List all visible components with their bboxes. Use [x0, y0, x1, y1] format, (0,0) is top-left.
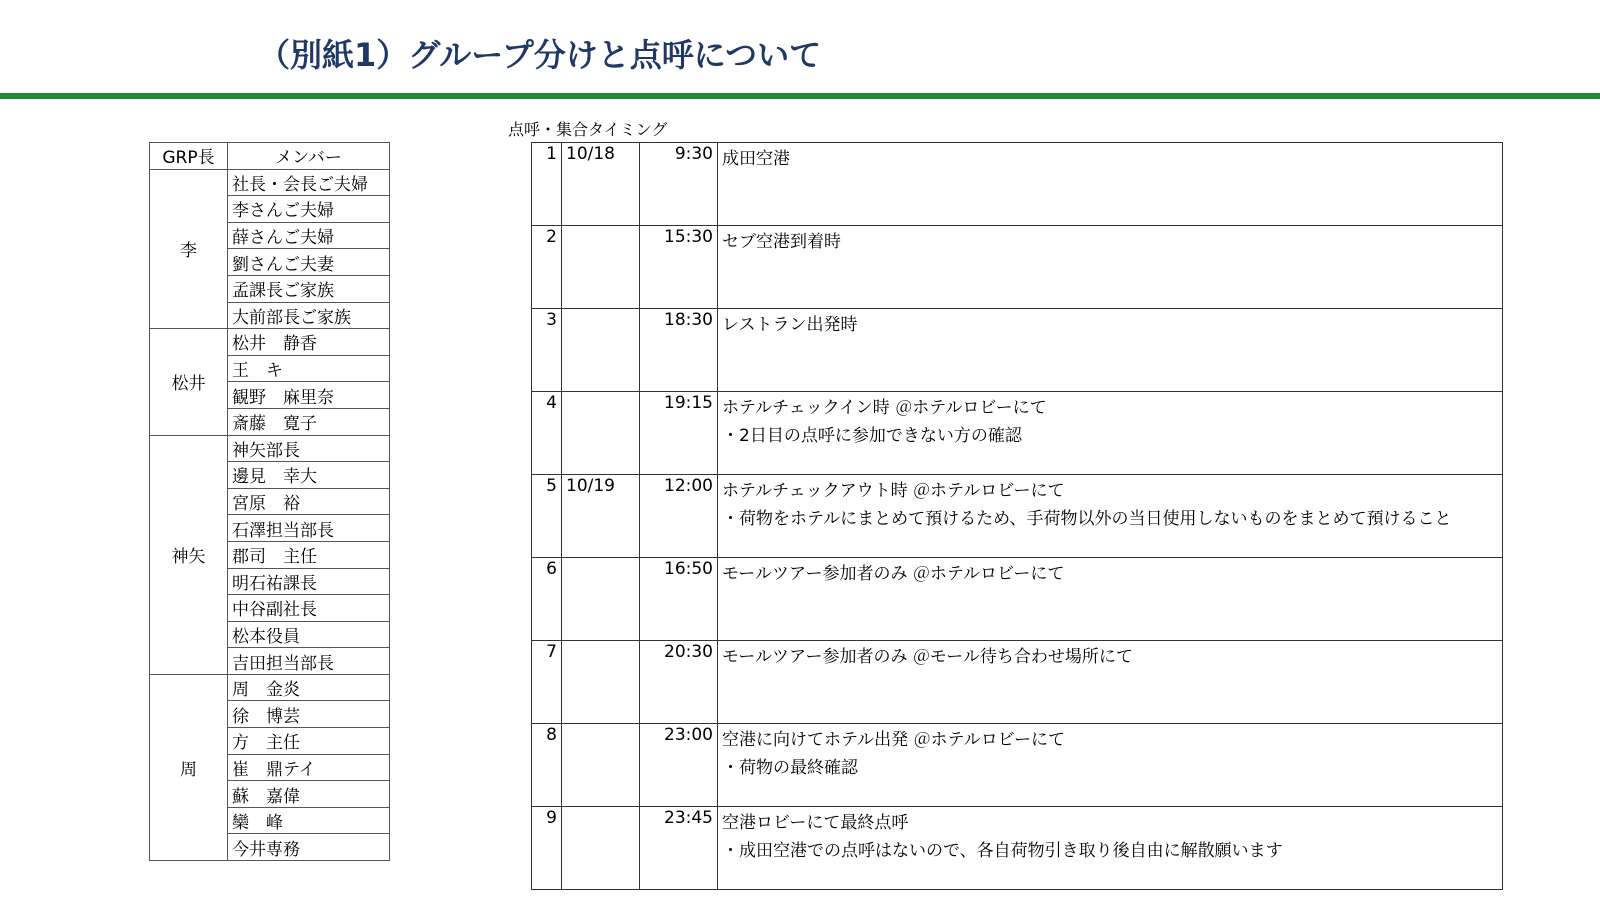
group-member: 大前部長ご家族 — [228, 302, 390, 329]
group-member: 欒 峰 — [228, 807, 390, 834]
group-member: 斎藤 寛子 — [228, 408, 390, 435]
schedule-number: 5 — [532, 475, 562, 558]
schedule-time: 23:00 — [640, 724, 718, 807]
schedule-date — [562, 641, 640, 724]
schedule-description — [718, 641, 1503, 724]
schedule-note: ・荷物をホテルにまとめて預けるため、手荷物以外の当日使用しないものをまとめて預けること — [722, 509, 1452, 529]
schedule-number: 3 — [532, 309, 562, 392]
schedule-time: 9:30 — [640, 143, 718, 226]
schedule-text: モールツアー参加者のみ ＠モール待ち合わせ場所にて — [722, 647, 1133, 667]
group-member: 社長・会長ご夫婦 — [228, 169, 390, 196]
schedule-description — [718, 392, 1503, 475]
schedule-text: 成田空港 — [722, 149, 790, 169]
group-leader: 李 — [150, 169, 228, 329]
group-leader: 神矢 — [150, 435, 228, 674]
schedule-description — [718, 309, 1503, 392]
schedule-table-body — [532, 143, 1503, 890]
group-member: 蘇 嘉偉 — [228, 781, 390, 808]
schedule-number: 9 — [532, 807, 562, 890]
group-member: 宮原 裕 — [228, 488, 390, 515]
group-member: 郡司 主任 — [228, 541, 390, 568]
group-leader: 周 — [150, 674, 228, 860]
schedule-date: 10/18 — [562, 143, 640, 226]
table-row — [150, 674, 390, 701]
group-member: 方 主任 — [228, 728, 390, 755]
group-member: 薛さんご夫婦 — [228, 222, 390, 249]
schedule-time: 19:15 — [640, 392, 718, 475]
table-row — [532, 392, 1503, 475]
table-row — [532, 143, 1503, 226]
schedule-description — [718, 724, 1503, 807]
table-row — [150, 435, 390, 462]
group-member: 石澤担当部長 — [228, 515, 390, 542]
group-table-header — [150, 143, 390, 170]
schedule-time: 23:45 — [640, 807, 718, 890]
table-row — [532, 475, 1503, 558]
schedule-time: 16:50 — [640, 558, 718, 641]
table-row — [532, 558, 1503, 641]
schedule-text: 空港ロビーにて最終点呼 — [722, 813, 909, 833]
schedule-time: 18:30 — [640, 309, 718, 392]
group-member: 崔 鼎テイ — [228, 754, 390, 781]
group-member: 観野 麻里奈 — [228, 382, 390, 409]
group-member: 松本役員 — [228, 621, 390, 648]
schedule-note: ・2日目の点呼に参加できない方の確認 — [722, 426, 1022, 446]
schedule-number: 7 — [532, 641, 562, 724]
group-member: 明石祐課長 — [228, 568, 390, 595]
group-member: 周 金炎 — [228, 674, 390, 701]
schedule-caption: 点呼・集合タイミング — [508, 120, 668, 139]
schedule-date — [562, 558, 640, 641]
group-leader: 松井 — [150, 329, 228, 435]
table-row — [532, 641, 1503, 724]
schedule-time: 12:00 — [640, 475, 718, 558]
schedule-number: 8 — [532, 724, 562, 807]
group-member: 吉田担当部長 — [228, 648, 390, 675]
group-member: 劉さんご夫妻 — [228, 249, 390, 276]
group-member: 徐 博芸 — [228, 701, 390, 728]
schedule-date — [562, 724, 640, 807]
group-member: 孟課長ご家族 — [228, 275, 390, 302]
table-row — [150, 329, 390, 356]
schedule-text: ホテルチェックイン時 ＠ホテルロビーにて — [722, 398, 1047, 418]
schedule-description — [718, 807, 1503, 890]
title-divider — [0, 93, 1600, 99]
schedule-date: 10/19 — [562, 475, 640, 558]
group-member: 今井専務 — [228, 834, 390, 861]
schedule-date — [562, 392, 640, 475]
schedule-table — [531, 142, 1503, 890]
table-row — [532, 226, 1503, 309]
page-title: （別紙1）グループ分けと点呼について — [258, 36, 822, 74]
schedule-note: ・荷物の最終確認 — [722, 758, 858, 778]
table-row — [532, 724, 1503, 807]
header-leader: GRP長 — [150, 143, 228, 170]
schedule-description — [718, 143, 1503, 226]
schedule-description — [718, 475, 1503, 558]
group-table-body — [150, 169, 390, 860]
schedule-number: 6 — [532, 558, 562, 641]
schedule-text: レストラン出発時 — [722, 315, 858, 335]
table-row — [150, 169, 390, 196]
schedule-description — [718, 226, 1503, 309]
group-member: 松井 静香 — [228, 329, 390, 356]
group-member: 李さんご夫婦 — [228, 196, 390, 223]
group-member: 神矢部長 — [228, 435, 390, 462]
schedule-number: 2 — [532, 226, 562, 309]
schedule-text: ホテルチェックアウト時 ＠ホテルロビーにて — [722, 481, 1065, 501]
schedule-date — [562, 309, 640, 392]
schedule-text: 空港に向けてホテル出発 ＠ホテルロビーにて — [722, 730, 1066, 750]
header-members: メンバー — [228, 143, 390, 170]
schedule-time: 15:30 — [640, 226, 718, 309]
schedule-time: 20:30 — [640, 641, 718, 724]
schedule-number: 4 — [532, 392, 562, 475]
schedule-date — [562, 807, 640, 890]
schedule-note: ・成田空港での点呼はないので、各自荷物引き取り後自由に解散願います — [722, 841, 1283, 861]
table-row — [532, 807, 1503, 890]
schedule-text: モールツアー参加者のみ ＠ホテルロビーにて — [722, 564, 1065, 584]
group-member: 王 キ — [228, 355, 390, 382]
schedule-text: セブ空港到着時 — [722, 232, 841, 252]
group-table — [149, 142, 390, 861]
schedule-number: 1 — [532, 143, 562, 226]
group-member: 中谷副社長 — [228, 595, 390, 622]
table-row — [532, 309, 1503, 392]
schedule-description — [718, 558, 1503, 641]
schedule-date — [562, 226, 640, 309]
group-member: 邊見 幸大 — [228, 462, 390, 489]
